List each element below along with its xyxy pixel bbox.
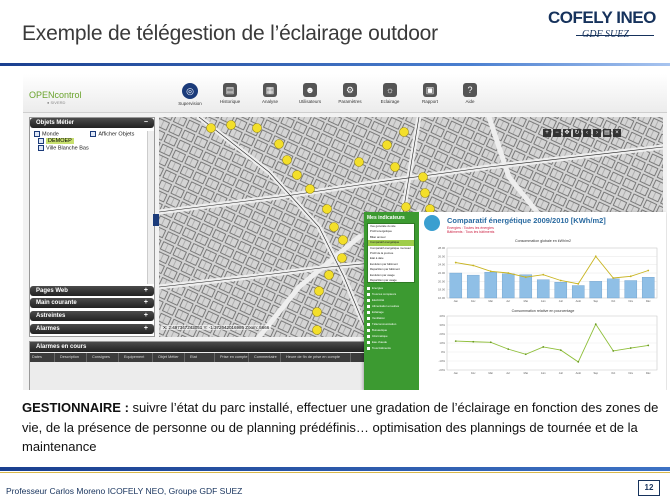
lamp-marker-icon	[293, 171, 302, 180]
indicator-item[interactable]: Répartition par bâtiment	[370, 267, 400, 272]
y-tick-label: 20%	[439, 332, 445, 336]
alarm-column-header[interactable]: Heure de fin de prise en compte	[284, 353, 351, 362]
checkbox-icon	[367, 329, 370, 332]
lamp-marker-icon	[227, 121, 236, 130]
checkbox-icon	[367, 287, 370, 290]
lamp-marker-icon	[338, 254, 347, 263]
x-tick-label: Août	[575, 300, 581, 303]
nav-label: Utilisateurs	[298, 99, 322, 104]
lamp-marker-icon	[325, 271, 334, 280]
indicators-panel	[364, 212, 419, 390]
lamp-marker-icon	[207, 124, 216, 133]
x-tick-label: Oct	[611, 300, 616, 303]
footer-text: Professeur Carlos Moreno ICOFELY NEO, Groupe GDF SUEZ	[6, 486, 243, 496]
app-logo: OPENcontrol ● SIVERD	[29, 90, 82, 105]
point-2010	[525, 276, 527, 278]
energy-report-overlay	[364, 212, 666, 390]
refresh-icon[interactable]: ↻	[574, 130, 580, 136]
lamp-marker-icon	[419, 173, 428, 182]
relative-point	[560, 349, 562, 351]
lamp-marker-icon	[402, 203, 411, 212]
y-tick-label: 24.00	[438, 262, 445, 267]
x-tick-label: Juil	[558, 372, 563, 375]
alarm-column-header[interactable]: Objet Métier	[156, 353, 185, 362]
relative-point	[647, 345, 649, 347]
alarm-column-header[interactable]: Description	[58, 353, 87, 362]
pan-icon[interactable]: ✥	[564, 130, 570, 136]
nav-report[interactable]	[415, 83, 445, 104]
help-icon: ?	[463, 83, 477, 97]
map-coordinates: X: 2.497347243051 Y: -1.372642016986 Zoom: 5666	[163, 325, 270, 330]
slide-title: Exemple de télégestion de l’éclairage outdoor	[22, 22, 438, 45]
section-astreintes[interactable]: Astreintes +	[30, 311, 154, 321]
y-tick-label: -20%	[438, 368, 445, 372]
filter-checkbox[interactable]: Electricité	[367, 297, 413, 303]
bar-2009	[642, 277, 654, 298]
point-2010	[612, 277, 614, 279]
relative-point	[595, 323, 597, 325]
x-tick-label: Déc	[645, 372, 651, 375]
y-tick-label: 20.00	[438, 279, 445, 284]
y-tick-label: -10%	[438, 359, 445, 363]
nav-label: Paramètres	[338, 99, 362, 104]
layers-icon[interactable]: ▤	[604, 130, 610, 136]
relative-point	[612, 350, 614, 352]
indicator-item[interactable]: Répartition par usage	[370, 277, 397, 282]
lamp-marker-icon	[339, 236, 348, 245]
footer-rule	[0, 467, 670, 471]
point-2010	[560, 280, 562, 282]
bar-2009	[485, 272, 497, 298]
x-tick-label: Jan	[453, 300, 458, 303]
checkbox-icon	[367, 299, 370, 302]
y-tick-label: 40%	[439, 314, 445, 318]
lamp-marker-icon	[283, 156, 292, 165]
filter-checkbox[interactable]: Tous bâtiments	[367, 345, 413, 351]
alarm-column-header[interactable]: Commentaire	[252, 353, 281, 362]
bar-2009	[607, 279, 619, 298]
relative-point	[455, 340, 457, 342]
x-tick-label: Sep	[593, 300, 599, 303]
indicator-item[interactable]: Bilan annuel	[370, 234, 386, 239]
x-tick-label: Sep	[593, 372, 599, 375]
bar-2009	[625, 281, 637, 299]
zoom-in-icon[interactable]: +	[543, 129, 551, 137]
filter-checkbox[interactable]: Tous les compteurs	[367, 291, 413, 297]
lamp-marker-icon	[313, 326, 322, 335]
point-2010	[630, 275, 632, 277]
footer-rule-accent	[0, 472, 670, 473]
point-2010	[455, 262, 457, 264]
tree-item-ville[interactable]: Ville Blanche Bas	[38, 145, 89, 151]
checkbox-icon	[367, 341, 370, 344]
x-tick-label: Juin	[540, 372, 546, 375]
history-icon: ▤	[223, 83, 237, 97]
alarm-column-header[interactable]: Dates	[30, 353, 55, 362]
indicator-item[interactable]: Comparatif énergétique mensuel	[370, 245, 411, 250]
bar-2009	[467, 275, 479, 298]
header-rule	[0, 63, 670, 66]
lamp-marker-icon	[383, 141, 392, 150]
objets-metier-header[interactable]: Objets Métier −	[30, 118, 154, 128]
point-2010	[490, 270, 492, 272]
relative-point	[577, 361, 579, 363]
analysis-icon: ▦	[263, 83, 277, 97]
point-2010	[577, 283, 579, 285]
chart-subtitle-energies: Energies : Toutes les énergies	[447, 226, 494, 230]
section-alarmes[interactable]: Alarmes +	[30, 324, 154, 334]
x-tick-label: Déc	[645, 300, 651, 303]
x-tick-label: Mai	[523, 300, 528, 303]
slide-caption	[22, 398, 662, 457]
tree-root[interactable]: Monde Afficher Objets	[34, 131, 134, 137]
section-pages-web[interactable]: Pages Web +	[30, 286, 154, 296]
relative-point	[472, 341, 474, 343]
point-2010	[542, 274, 544, 276]
x-tick-label: Juil	[558, 300, 563, 303]
cofely-logo	[548, 8, 660, 46]
nav-settings[interactable]	[335, 83, 365, 104]
relative-point	[507, 348, 509, 350]
bar-2009	[555, 282, 567, 298]
filter-checkbox[interactable]: Energies	[367, 285, 413, 291]
indicator-item[interactable]: Evolution par usage	[370, 272, 395, 277]
indicators-title: Mes indicateurs	[367, 215, 405, 221]
y-tick-label: 26.00	[438, 254, 445, 259]
relative-point	[525, 353, 527, 355]
x-tick-label: Mai	[523, 372, 528, 375]
alarm-column-header[interactable]: Equipement	[122, 353, 153, 362]
indicator-item[interactable]: Evolution par bâtiment	[370, 261, 398, 266]
chart-title: Comparatif énergétique 2009/2010 [KWh/m2]	[447, 216, 606, 225]
y-tick-label: 22.00	[438, 271, 445, 275]
x-tick-label: Oct	[611, 372, 616, 375]
nav-analysis[interactable]	[255, 83, 285, 104]
nav-label: Analyse	[261, 99, 278, 104]
left-panel	[29, 117, 155, 337]
indicators-filters	[367, 285, 413, 349]
nav-users[interactable]	[295, 83, 325, 104]
panel2-title: Consommation relative en pourcentage	[511, 309, 575, 313]
lamp-marker-icon	[253, 124, 262, 133]
checkbox-icon	[367, 347, 370, 350]
close-icon[interactable]: ×	[613, 129, 621, 137]
indicator-item[interactable]: Vue générale du site	[370, 224, 396, 228]
caption-lead: GESTIONNAIRE :	[22, 400, 129, 415]
lamp-marker-icon	[315, 287, 324, 296]
x-tick-label: Avr	[506, 372, 511, 375]
y-tick-label: 16.00	[438, 296, 445, 300]
logo-brand: COFELY INEO	[548, 8, 656, 27]
caption-text: suivre l’état du parc installé, effectuer une gradation de l’éclairage en fonction des zones de vie, de la présence de personne ou de planning prédéfinis… optimisation des plannings de tournée et de la maintenance	[22, 400, 659, 454]
nav-label: Rapport	[421, 99, 438, 104]
lamp-marker-icon	[313, 308, 322, 317]
x-tick-label: Nov	[628, 372, 634, 375]
bar-2009	[520, 275, 532, 298]
app-screenshot	[23, 74, 667, 390]
logo-sub: GDF SUEZ	[582, 29, 629, 40]
lamp-marker-icon	[391, 163, 400, 172]
chart-area	[421, 212, 666, 390]
x-tick-label: Fév	[471, 372, 476, 375]
bar-2009	[450, 273, 462, 298]
prev-icon[interactable]: ‹	[583, 129, 591, 137]
lamp-marker-icon	[355, 158, 364, 167]
indicator-item[interactable]: Etat à date	[370, 256, 384, 261]
left-scrollbar[interactable]	[147, 131, 154, 284]
filter-checkbox[interactable]: Ventilation	[367, 315, 413, 321]
alarm-column-header[interactable]: Consignes	[90, 353, 119, 362]
tree-item-demoep[interactable]: DEMOEP	[38, 138, 74, 144]
checkbox-icon	[367, 335, 370, 338]
alarm-column-header[interactable]: Prise en compte	[218, 353, 249, 362]
section-main-courante[interactable]: Main courante +	[30, 298, 154, 308]
relative-point	[630, 347, 632, 349]
checkbox-icon	[367, 317, 370, 320]
filter-checkbox[interactable]: Eau chaude	[367, 339, 413, 345]
relative-point	[490, 341, 492, 343]
chart-svg	[421, 212, 666, 390]
x-tick-label: Août	[575, 372, 581, 375]
filter-checkbox[interactable]: Alimentation et autres	[367, 303, 413, 309]
point-2010	[507, 272, 509, 274]
page-number: 12	[638, 480, 660, 496]
x-tick-label: Jan	[453, 372, 458, 375]
y-tick-label: 0%	[440, 350, 445, 354]
bar-2009	[502, 274, 514, 298]
lamp-marker-icon	[306, 185, 315, 194]
report-icon: ▣	[423, 83, 437, 97]
filter-checkbox[interactable]: Bureautique	[367, 327, 413, 333]
filter-checkbox[interactable]: Eclairage	[367, 309, 413, 315]
x-tick-label: Mar	[488, 300, 493, 303]
indicator-item[interactable]: Profil de la journée	[370, 250, 394, 255]
lamp-marker-icon	[421, 189, 430, 198]
nav-history[interactable]	[215, 83, 245, 104]
nav-lighting[interactable]	[375, 83, 405, 104]
bar-2009	[590, 281, 602, 298]
lighting-icon: ☼	[383, 83, 397, 97]
next-icon[interactable]: ›	[593, 129, 601, 137]
bar-2009	[572, 286, 584, 299]
point-2010	[472, 265, 474, 267]
nav-help[interactable]	[455, 83, 485, 104]
indicator-item[interactable]: Profil énergétique	[370, 229, 392, 234]
y-tick-label: 10%	[439, 341, 445, 345]
map-toolbar	[543, 121, 623, 139]
relative-point	[542, 346, 544, 348]
zoom-out-icon[interactable]: −	[553, 129, 561, 137]
lamp-marker-icon	[275, 140, 284, 149]
nav-supervision[interactable]	[175, 83, 205, 106]
x-tick-label: Nov	[628, 300, 634, 303]
x-tick-label: Mar	[488, 372, 493, 375]
y-tick-label: 18.00	[438, 287, 445, 292]
lamp-marker-icon	[400, 128, 409, 137]
users-icon: ☻	[303, 83, 317, 97]
y-tick-label: 30%	[439, 323, 445, 327]
panel1-title: Consommation globale en kWh/m2	[515, 239, 571, 243]
checkbox-icon	[367, 311, 370, 314]
lamp-marker-icon	[330, 223, 339, 232]
nav-label: Aide	[465, 99, 475, 104]
supervision-icon: ◎	[182, 83, 198, 99]
checkbox-icon	[367, 293, 370, 296]
alarm-column-header[interactable]: Etat	[188, 353, 215, 362]
point-2010	[647, 270, 649, 272]
bar-2009	[537, 280, 549, 298]
point-2010	[595, 255, 597, 257]
x-tick-label: Fév	[471, 300, 476, 303]
nav-label: Supervision	[178, 101, 202, 106]
filter-checkbox[interactable]: Télécommunication	[367, 321, 413, 327]
alarms-header[interactable]: Alarmes en cours	[30, 342, 664, 352]
y-tick-label: 28.00	[438, 246, 445, 250]
lamp-marker-icon	[323, 205, 332, 214]
nav-label: Historique	[219, 99, 241, 104]
chart-subtitle-buildings: Bâtiments : Tous les bâtiments	[447, 230, 495, 234]
filter-checkbox[interactable]: Informatique	[367, 333, 413, 339]
app-toolbar	[23, 74, 667, 113]
checkbox-icon	[367, 305, 370, 308]
nav-label: Eclairage	[380, 99, 400, 104]
checkbox-icon	[367, 323, 370, 326]
x-tick-label: Avr	[506, 300, 511, 303]
expand-icon	[34, 131, 40, 137]
indicator-item[interactable]: Comparatif énergétique	[368, 240, 414, 245]
indicators-list	[367, 223, 415, 283]
settings-icon: ⚙	[343, 83, 357, 97]
afficher-objets-label[interactable]: Afficher Objets	[98, 131, 135, 138]
x-tick-label: Juin	[540, 300, 546, 303]
